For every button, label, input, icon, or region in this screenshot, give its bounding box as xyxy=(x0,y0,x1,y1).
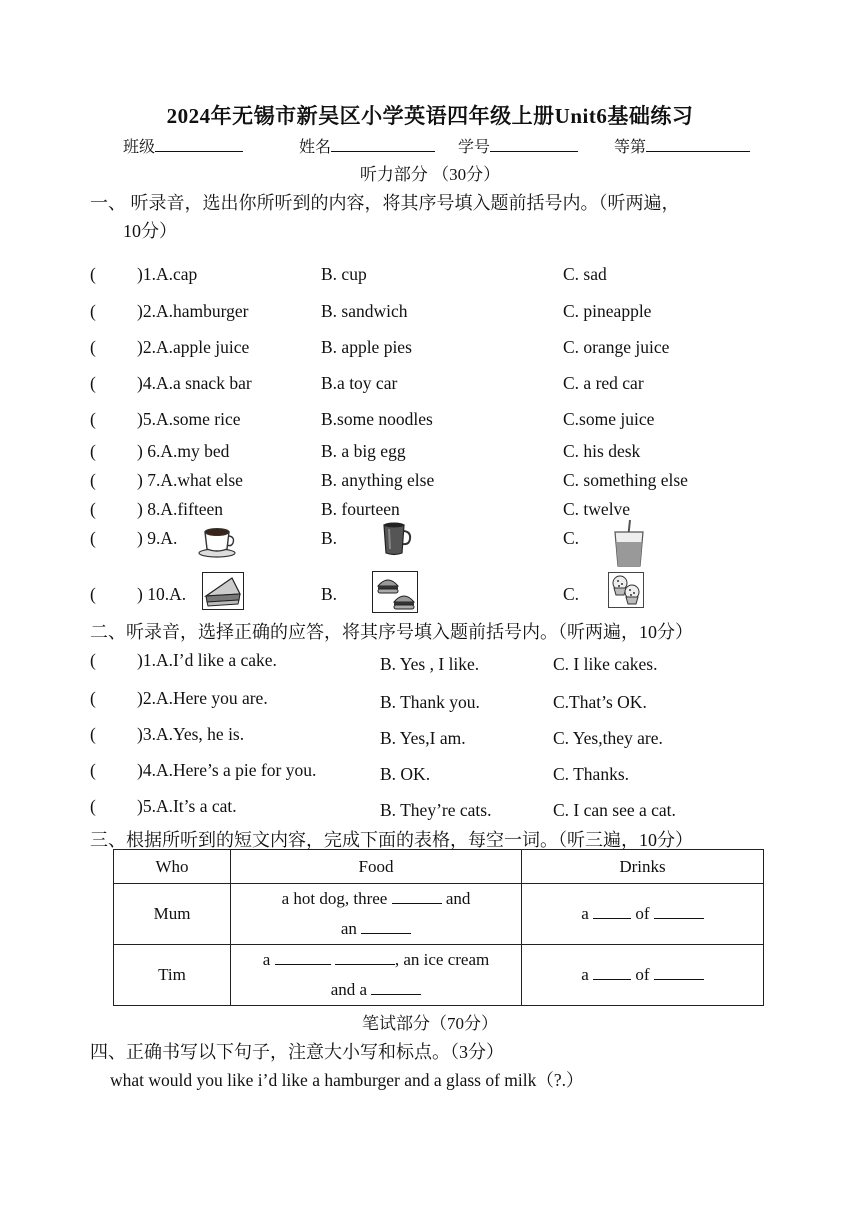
answer-blank[interactable] xyxy=(654,963,704,980)
food-text: a xyxy=(262,950,271,969)
listening-part-heading: 听力部分 （30分） xyxy=(359,165,501,184)
option-a: )3.A.Yes, he is. xyxy=(137,724,245,744)
name-label: 姓名 xyxy=(299,139,332,156)
option-c: C. xyxy=(563,528,580,548)
option-a: )2.A.Here you are. xyxy=(137,688,268,708)
option-a: ) 7.A.what else xyxy=(137,470,243,490)
drink-text: a xyxy=(581,965,589,984)
row-who: Tim xyxy=(114,945,231,1006)
answer-bracket[interactable]: ( xyxy=(90,528,96,548)
option-b: B. cup xyxy=(321,264,367,284)
row-drinks[interactable] xyxy=(522,945,764,1006)
answer-blank[interactable] xyxy=(654,902,704,919)
drink-text: a xyxy=(581,904,589,923)
option-b: B. apple pies xyxy=(321,337,412,357)
answer-blank[interactable] xyxy=(593,902,631,919)
drink-text: of xyxy=(635,965,650,984)
section4-sentence: what would you like i’d like a hamburger and a glass of milk（?.） xyxy=(110,1070,584,1090)
food-text: a hot dog, three xyxy=(281,889,388,908)
number-field[interactable] xyxy=(458,134,578,157)
number-blank[interactable] xyxy=(490,137,578,152)
section1-title-line2: 10分） xyxy=(123,221,177,241)
name-blank[interactable] xyxy=(331,137,435,152)
sandwich-icon xyxy=(202,572,244,615)
juice-glass-icon xyxy=(610,518,648,575)
option-b: B. OK. xyxy=(380,764,431,784)
row-who: Mum xyxy=(114,884,231,945)
hamburgers-icon xyxy=(372,571,418,618)
option-a: )2.A.hamburger xyxy=(137,301,249,321)
answer-bracket[interactable]: ( xyxy=(90,650,96,670)
food-text: and a xyxy=(330,980,368,999)
table-row xyxy=(114,884,764,945)
header-drinks: Drinks xyxy=(522,850,764,884)
row-drinks[interactable] xyxy=(522,884,764,945)
number-label: 学号 xyxy=(458,139,491,156)
option-b: B.some noodles xyxy=(321,409,433,429)
option-a: ) 8.A.fifteen xyxy=(137,499,224,519)
option-a: )2.A.apple juice xyxy=(137,337,250,357)
option-a: )5.A.It’s a cat. xyxy=(137,796,237,816)
option-b: B. a big egg xyxy=(321,441,406,461)
class-label: 班级 xyxy=(123,139,156,156)
option-a: ) 9.A. xyxy=(137,528,178,548)
class-field[interactable] xyxy=(123,134,243,157)
section2-title: 二、听录音，选择正确的应答，将其序号填入题前括号内。（听两遍，10分） xyxy=(90,622,693,642)
name-field[interactable] xyxy=(299,134,435,157)
table-row xyxy=(114,945,764,1006)
option-c: C. sad xyxy=(563,264,607,284)
option-a: )5.A.some rice xyxy=(137,409,241,429)
coffee-cup-icon xyxy=(197,522,237,563)
option-b: B. anything else xyxy=(321,470,435,490)
option-b: B. Yes,I am. xyxy=(380,728,466,748)
option-b: B.a toy car xyxy=(321,373,398,393)
option-c: C.That’s OK. xyxy=(553,692,647,712)
answer-blank[interactable] xyxy=(392,887,442,904)
option-c: C. I like cakes. xyxy=(553,654,658,674)
answer-blank[interactable] xyxy=(275,948,331,965)
answer-bracket[interactable]: ( xyxy=(90,409,96,429)
option-a: ) 6.A.my bed xyxy=(137,441,230,461)
option-c: C. twelve xyxy=(563,499,631,519)
answer-bracket[interactable]: ( xyxy=(90,337,96,357)
answer-bracket[interactable]: ( xyxy=(90,796,96,816)
answer-bracket[interactable]: ( xyxy=(90,470,96,490)
table-header-row xyxy=(114,850,764,884)
answer-blank[interactable] xyxy=(593,963,631,980)
answer-blank[interactable] xyxy=(361,917,411,934)
muffins-icon xyxy=(608,572,644,613)
answer-bracket[interactable]: ( xyxy=(90,688,96,708)
writing-part-heading: 笔试部分（70分） xyxy=(362,1014,498,1033)
option-c: C. pineapple xyxy=(563,301,652,321)
option-c: C. Yes,they are. xyxy=(553,728,663,748)
drink-text: of xyxy=(635,904,650,923)
answer-bracket[interactable]: ( xyxy=(90,724,96,744)
answer-blank[interactable] xyxy=(335,948,395,965)
class-blank[interactable] xyxy=(155,137,243,152)
option-c: C. a red car xyxy=(563,373,644,393)
option-a: )1.A.cap xyxy=(137,264,198,284)
option-a: )4.A.a snack bar xyxy=(137,373,252,393)
option-a: )1.A.I’d like a cake. xyxy=(137,650,277,670)
answer-blank[interactable] xyxy=(371,978,421,995)
section4-title: 四、正确书写以下句子，注意大小写和标点。（3分） xyxy=(90,1042,504,1062)
option-c: C.some juice xyxy=(563,409,655,429)
section1-title-line1: 一、 听录音，选出你所听到的内容，将其序号填入题前括号内。（听两遍， xyxy=(90,193,680,213)
answer-bracket[interactable]: ( xyxy=(90,584,96,604)
answer-bracket[interactable]: ( xyxy=(90,441,96,461)
option-c: C. xyxy=(563,584,580,604)
option-a: )4.A.Here’s a pie for you. xyxy=(137,760,317,780)
option-a: ) 10.A. xyxy=(137,584,187,604)
option-c: C. Thanks. xyxy=(553,764,629,784)
option-b: B. Thank you. xyxy=(380,692,480,712)
option-b: B. Yes , I like. xyxy=(380,654,480,674)
grade-field[interactable] xyxy=(614,134,750,157)
answer-bracket[interactable]: ( xyxy=(90,301,96,321)
grade-label: 等第 xyxy=(614,139,647,156)
food-text: and xyxy=(445,889,471,908)
option-c: C. orange juice xyxy=(563,337,670,357)
option-b: B. fourteen xyxy=(321,499,400,519)
page-title: 2024年无锡市新吴区小学英语四年级上册Unit6基础练习 xyxy=(166,104,694,128)
food-text: , an ice cream xyxy=(394,950,490,969)
option-b: B. sandwich xyxy=(321,301,408,321)
answer-bracket[interactable]: ( xyxy=(90,264,96,284)
option-c: C. something else xyxy=(563,470,688,490)
option-b: B. xyxy=(321,528,338,548)
row-food[interactable] xyxy=(231,884,522,945)
answer-bracket[interactable]: ( xyxy=(90,499,96,519)
row-food[interactable] xyxy=(231,945,522,1006)
answer-bracket[interactable]: ( xyxy=(90,373,96,393)
header-who: Who xyxy=(114,850,231,884)
grade-blank[interactable] xyxy=(646,137,750,152)
food-text: an xyxy=(340,919,357,938)
option-b: B. They’re cats. xyxy=(380,800,492,820)
option-b: B. xyxy=(321,584,338,604)
answer-table xyxy=(113,849,764,1006)
mug-icon xyxy=(380,521,412,562)
section3-title: 三、根据所听到的短文内容，完成下面的表格，每空一词。（听三遍，10分） xyxy=(90,830,693,850)
header-food: Food xyxy=(231,850,522,884)
answer-bracket[interactable]: ( xyxy=(90,760,96,780)
option-c: C. I can see a cat. xyxy=(553,800,676,820)
option-c: C. his desk xyxy=(563,441,641,461)
